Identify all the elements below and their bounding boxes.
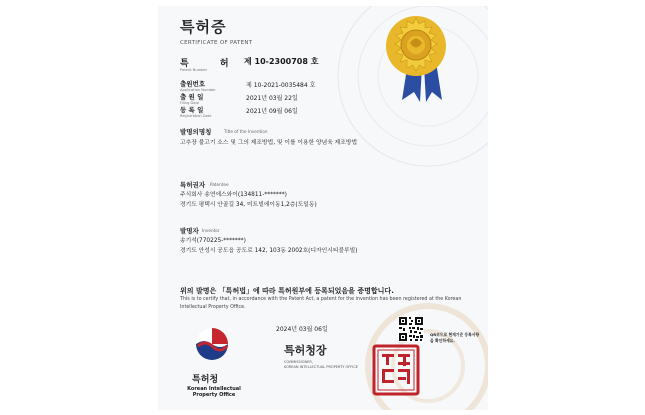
inventor-address: 경기도 안성시 공도읍 공도로 142, 103동 2002호(디자인시티블루빌)	[180, 248, 358, 254]
qr-code-note: QR코드로 현재기준 등록사항을 확인하세요.	[430, 332, 480, 343]
application-number-label-en: Application Number	[180, 88, 216, 92]
invention-label-en: Title of the Invention	[224, 129, 268, 134]
patent-number-label: 특 허	[180, 59, 243, 69]
agency-title-en-line2: KOREAN INTELLECTUAL PROPERTY OFFICE	[284, 365, 358, 369]
filing-date-label: 출 원 일	[180, 93, 204, 101]
official-seal-stamp-icon	[372, 344, 420, 396]
certification-statement: 위의 발명은 「특허법」에 따라 특허원부에 등록되었음을 증명합니다.	[180, 287, 394, 295]
agency-title-en-line1: COMMISSIONER,	[284, 360, 313, 364]
kipo-logo-icon	[194, 326, 230, 366]
invention-label: 발명의명칭	[180, 128, 212, 136]
agency-title: 특허청장	[284, 344, 327, 357]
certification-statement-en: This is to certify that, in accordance with the Patent Act, a patent for the invention has been registered at the Korean Intellectual Property Office.	[180, 297, 462, 310]
qr-code-icon[interactable]	[398, 316, 424, 342]
registration-date-label: 등 록 일	[180, 106, 204, 114]
patent-certificate	[158, 6, 488, 410]
inventor-label-en: Inventor	[202, 228, 220, 233]
inventor-name: 송기석(770225-*******)	[180, 238, 246, 244]
patentee-address: 경기도 평택시 안골길 34, 미트빌에이동1,2층(도일동)	[180, 202, 317, 208]
kipo-logo-text: 특허청	[192, 375, 219, 385]
filing-date-label-en: Filing Date	[180, 101, 200, 105]
patentee-label-en: Patentee	[210, 182, 229, 187]
gold-seal-icon	[384, 10, 448, 102]
application-number-value: 제 10-2021-0035484 호	[246, 82, 316, 89]
issue-date: 2024년 03월 06일	[276, 326, 328, 333]
registration-date-value: 2021년 09월 06일	[246, 108, 298, 115]
filing-date-value: 2021년 03월 22일	[246, 95, 298, 102]
application-number-label: 출원번호	[180, 80, 206, 88]
patentee-label: 특허권자	[180, 181, 206, 189]
registration-date-label-en: Registration Date	[180, 114, 212, 118]
invention-title-value: 고추장 불고기 소스 및 그의 제조방법, 및 이를 이용한 양념육 제조방법	[180, 140, 358, 146]
kipo-logo-text-en: Korean Intellectual Property Office	[187, 386, 241, 398]
certificate-title: 특허증	[180, 18, 227, 36]
inventor-label: 발명자	[180, 227, 199, 235]
certificate-subtitle: CERTIFICATE OF PATENT	[180, 40, 253, 46]
patent-number-label-en: Patent Number	[180, 68, 208, 72]
patent-number-value: 제 10-2300708 호	[244, 57, 319, 66]
patentee-name: 주식회사 송연에스와이(134811-*******)	[180, 192, 287, 198]
